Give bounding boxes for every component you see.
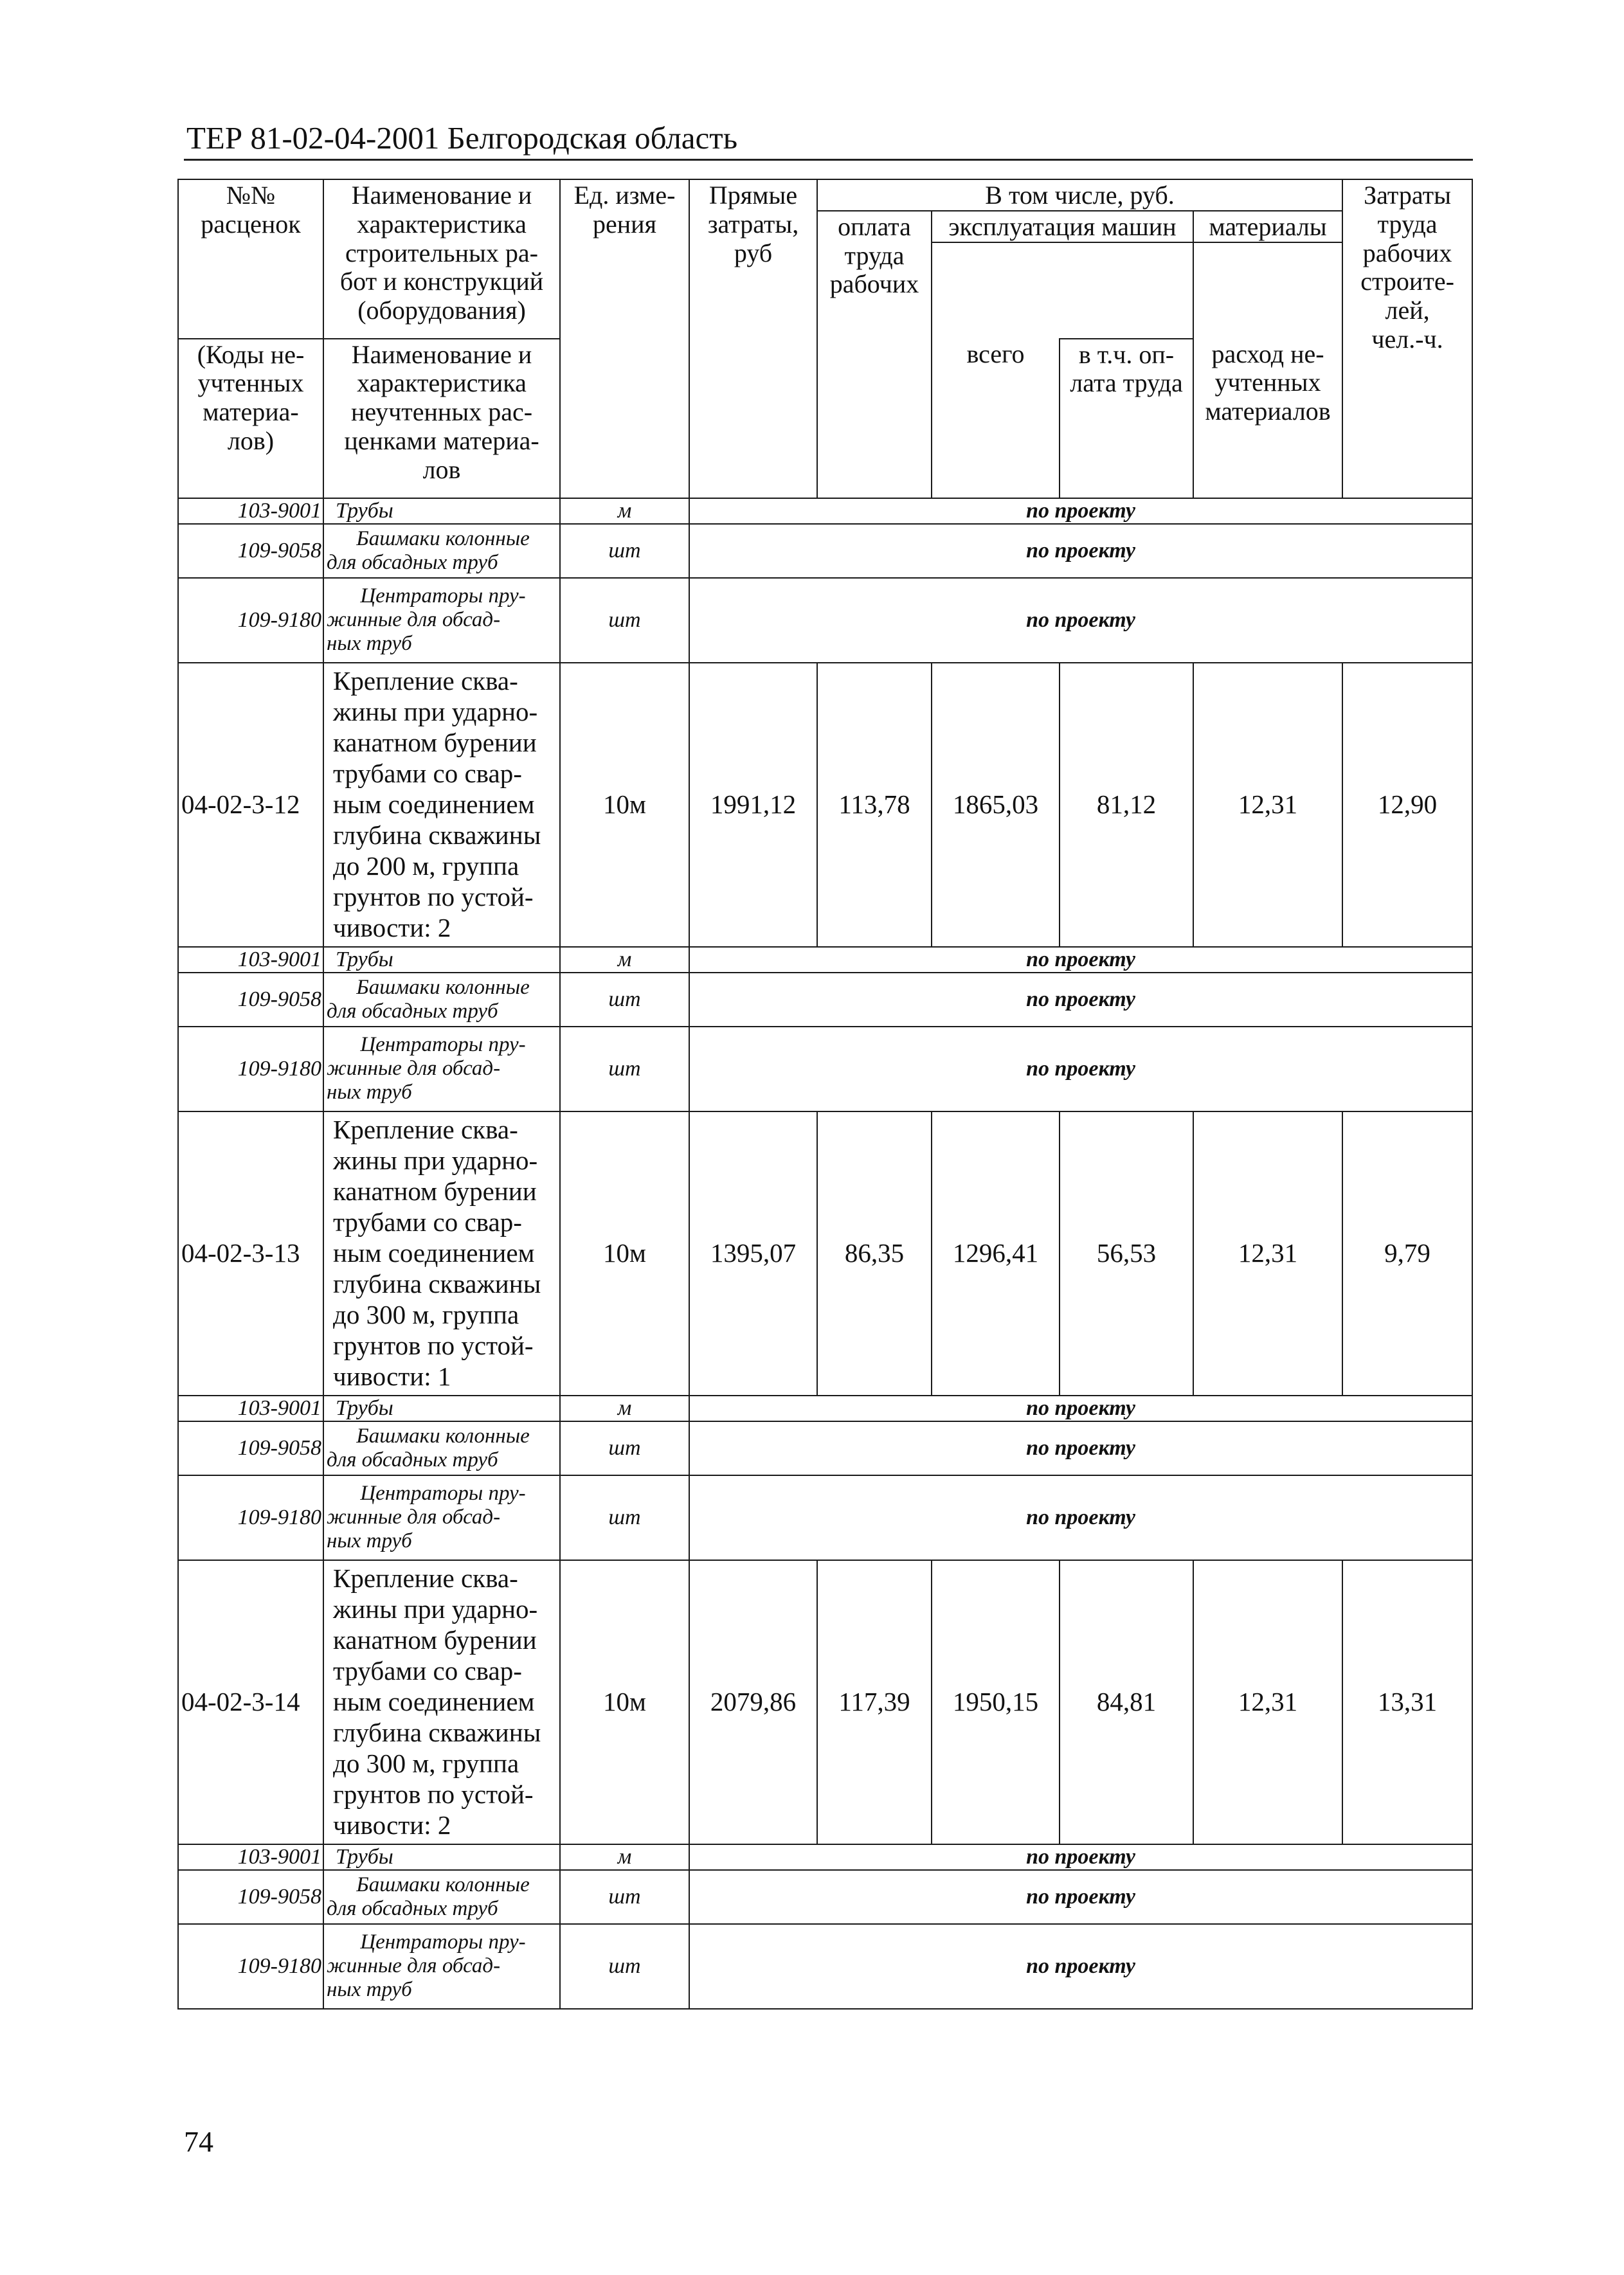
material-name-line: жинные для обсад- [327, 1057, 501, 1081]
header-line: неучтенных рас- [350, 397, 533, 427]
material-name-line: для обсадных труб [327, 1448, 498, 1471]
rate-name-line: до 300 м, группа [333, 1299, 519, 1329]
rate-name [323, 1560, 560, 1844]
header-line: (Коды не- [197, 339, 305, 369]
rate-code: 04-02-3-13 [178, 1111, 323, 1396]
material-row [178, 578, 1472, 663]
rate-name-line: глубина скважины [333, 1268, 541, 1299]
material-unit: шт [560, 973, 689, 1027]
rate-name-line: канатном бурении [333, 1176, 537, 1206]
material-name-line: Центраторы пру- [360, 1033, 526, 1057]
rate-name-line: ным соединением [333, 789, 535, 819]
material-name-line: жинные для обсад- [327, 1954, 501, 1978]
rate-name-line: чивости: 2 [333, 1810, 451, 1840]
rate-name-line: жины при ударно- [333, 1594, 538, 1624]
header-line: Ед. изме- [573, 181, 676, 210]
header-line: строите- [1360, 267, 1454, 296]
rate-name-line: трубами со свар- [333, 1207, 522, 1237]
rate-machines-total: 1865,03 [932, 663, 1060, 947]
rate-name-line: грунтов по устой- [333, 1330, 534, 1360]
material-row [178, 947, 1472, 973]
material-name-line: Трубы [336, 498, 393, 523]
material-value: по проекту [689, 524, 1472, 578]
rate-machines-labor: 81,12 [1060, 663, 1193, 947]
material-value: по проекту [689, 1421, 1472, 1475]
material-name [323, 947, 560, 973]
col-header-machines: эксплуатация машин [932, 211, 1193, 242]
material-code: 103-9001 [178, 1844, 323, 1870]
material-code: 103-9001 [178, 947, 323, 973]
rate-row [178, 663, 1472, 947]
rate-materials: 12,31 [1193, 1560, 1342, 1844]
rate-name [323, 663, 560, 947]
material-name [323, 1870, 560, 1924]
material-code: 109-9180 [178, 1027, 323, 1111]
material-code: 109-9058 [178, 973, 323, 1027]
material-name [323, 498, 560, 524]
col-header-name-unaccounted [323, 339, 560, 498]
header-line: руб [734, 238, 773, 267]
material-name [323, 1844, 560, 1870]
rate-unit: 10м [560, 1111, 689, 1396]
material-unit: м [560, 1844, 689, 1870]
material-value: по проекту [689, 1844, 1472, 1870]
material-name-line: для обсадных труб [327, 1896, 498, 1920]
material-row [178, 524, 1472, 578]
header-line: лата труда [1070, 368, 1183, 398]
header-line: лов) [227, 426, 275, 455]
rate-name-line: трубами со свар- [333, 1655, 522, 1686]
rate-machines-labor: 84,81 [1060, 1560, 1193, 1844]
header-line: лей, [1385, 296, 1430, 325]
material-name-line: Трубы [336, 947, 393, 971]
rate-name-line: чивости: 1 [333, 1361, 451, 1391]
material-name-line: Башмаки колонные [356, 526, 530, 550]
header-line: (оборудования) [357, 296, 526, 325]
material-row [178, 498, 1472, 524]
header-line: затраты, [707, 209, 799, 238]
header-line: Прямые [708, 181, 798, 210]
header-line: Наименование и [351, 339, 532, 369]
rate-unit: 10м [560, 1560, 689, 1844]
rate-row [178, 1111, 1472, 1396]
rate-name-line: до 300 м, группа [333, 1748, 519, 1778]
material-name-line: жинные для обсад- [327, 608, 501, 632]
material-name-line: Центраторы пру- [360, 584, 526, 608]
page-title: ТЕР 81-02-04-2001 Белгородская область [186, 120, 738, 156]
material-value: по проекту [689, 498, 1472, 524]
rate-machines-total: 1950,15 [932, 1560, 1060, 1844]
rate-name-line: Крепление сква- [333, 1563, 518, 1593]
material-row [178, 1396, 1472, 1421]
material-value: по проекту [689, 1396, 1472, 1421]
col-header-unit [560, 179, 689, 498]
material-value: по проекту [689, 947, 1472, 973]
material-name-line: Центраторы пру- [360, 1930, 526, 1954]
header-line: ценками материа- [344, 426, 539, 455]
col-header-total: всего [932, 339, 1060, 498]
header-line: №№ [226, 181, 276, 210]
material-code: 109-9180 [178, 578, 323, 663]
page-header [184, 116, 1473, 161]
material-code: 109-9058 [178, 524, 323, 578]
material-name-line: Башмаки колонные [356, 1424, 530, 1448]
rate-name-line: Крепление сква- [333, 665, 518, 696]
header-line: оплата [838, 211, 911, 241]
rate-name-line: жины при ударно- [333, 1145, 538, 1175]
header-line: характеристика [357, 368, 527, 398]
rate-labor-pay: 117,39 [817, 1560, 932, 1844]
rate-direct-cost: 2079,86 [689, 1560, 817, 1844]
rate-name-line: грунтов по устой- [333, 1779, 534, 1809]
material-name-line: ных труб [327, 1081, 412, 1104]
rate-unit: 10м [560, 663, 689, 947]
rate-labor-pay: 86,35 [817, 1111, 932, 1396]
rate-materials: 12,31 [1193, 663, 1342, 947]
material-unit: м [560, 947, 689, 973]
rate-work-cost: 13,31 [1342, 1560, 1472, 1844]
rate-machines-labor: 56,53 [1060, 1111, 1193, 1396]
rate-name-line: глубина скважины [333, 1717, 541, 1747]
header-line: бот и конструкций [339, 267, 544, 296]
rate-name [323, 1111, 560, 1396]
rate-name-line: чивости: 2 [333, 912, 451, 942]
rate-work-cost: 12,90 [1342, 663, 1472, 947]
rate-name-line: жины при ударно- [333, 696, 538, 726]
header-line: рабочих [829, 269, 919, 299]
rate-labor-pay: 113,78 [817, 663, 932, 947]
material-unit: м [560, 498, 689, 524]
header-line: учтенных [197, 368, 304, 398]
rate-name-line: канатном бурении [333, 727, 537, 757]
rate-machines-total: 1296,41 [932, 1111, 1060, 1396]
material-code: 103-9001 [178, 1396, 323, 1421]
col-header-direct [689, 179, 817, 498]
material-name-line: ных труб [327, 1529, 412, 1553]
header-line: Наименование и [351, 181, 532, 210]
material-name-line: Центраторы пру- [360, 1482, 526, 1506]
material-row [178, 973, 1472, 1027]
material-value: по проекту [689, 578, 1472, 663]
rate-direct-cost: 1395,07 [689, 1111, 817, 1396]
material-name [323, 973, 560, 1027]
material-name [323, 524, 560, 578]
col-header-name [323, 179, 560, 339]
header-line: материа- [203, 397, 299, 427]
material-unit: м [560, 1396, 689, 1421]
material-name [323, 1475, 560, 1560]
col-header-code [178, 179, 323, 339]
page-number: 74 [184, 2125, 213, 2158]
material-name-line: ных труб [327, 1978, 412, 2002]
material-name-line: для обсадных труб [327, 999, 498, 1023]
rate-code: 04-02-3-12 [178, 663, 323, 947]
material-code: 103-9001 [178, 498, 323, 524]
rate-name-line: канатном бурении [333, 1624, 537, 1655]
material-name-line: Башмаки колонные [356, 975, 530, 999]
rates-table [177, 179, 1473, 2010]
material-code: 109-9180 [178, 1475, 323, 1560]
material-name [323, 578, 560, 663]
material-name [323, 1924, 560, 2009]
rate-direct-cost: 1991,12 [689, 663, 817, 947]
rate-name-line: Крепление сква- [333, 1114, 518, 1144]
material-value: по проекту [689, 1027, 1472, 1111]
material-name-line: жинные для обсад- [327, 1506, 501, 1529]
header-line: труда [844, 240, 905, 270]
header-line: чел.-ч. [1371, 324, 1443, 354]
col-header-incl-labor [1060, 339, 1193, 498]
materials-spacer [1193, 242, 1342, 339]
material-name-line: ных труб [327, 632, 412, 656]
material-name-line: Трубы [336, 1844, 393, 1869]
rate-name-line: грунтов по устой- [333, 881, 534, 912]
material-unit: шт [560, 1870, 689, 1924]
header-line: рабочих [1362, 238, 1452, 267]
material-value: по проекту [689, 1870, 1472, 1924]
material-row [178, 1421, 1472, 1475]
material-name [323, 1027, 560, 1111]
header-line: лов [422, 454, 461, 484]
col-header-materials: материалы [1193, 211, 1342, 242]
material-name [323, 1421, 560, 1475]
material-row [178, 1844, 1472, 1870]
col-header-incl: В том числе, руб. [817, 179, 1342, 211]
machines-spacer [932, 242, 1193, 339]
rate-work-cost: 9,79 [1342, 1111, 1472, 1396]
material-unit: шт [560, 1027, 689, 1111]
header-line: расход не- [1211, 339, 1324, 368]
col-header-code-unaccounted [178, 339, 323, 498]
header-line: учтенных [1214, 368, 1321, 397]
col-header-work-cost [1342, 179, 1472, 498]
material-name-line: для обсадных труб [327, 550, 498, 574]
material-unit: шт [560, 1421, 689, 1475]
material-row [178, 1475, 1472, 1560]
header-line: труда [1377, 209, 1438, 238]
col-header-unaccounted [1193, 339, 1342, 498]
material-unit: шт [560, 1924, 689, 2009]
material-value: по проекту [689, 973, 1472, 1027]
rate-row [178, 1560, 1472, 1844]
col-header-labor [817, 211, 932, 498]
rate-name-line: ным соединением [333, 1686, 535, 1716]
header-line: рения [593, 209, 656, 238]
material-unit: шт [560, 524, 689, 578]
rate-name-line: до 200 м, группа [333, 850, 519, 881]
header-line: в т.ч. оп- [1078, 339, 1175, 369]
header-line: расценок [201, 209, 301, 238]
material-unit: шт [560, 578, 689, 663]
material-name-line: Башмаки колонные [356, 1873, 530, 1896]
rate-name-line: глубина скважины [333, 820, 541, 850]
header-line: строительных ра- [345, 238, 538, 267]
material-code: 109-9058 [178, 1870, 323, 1924]
material-code: 109-9180 [178, 1924, 323, 2009]
material-row [178, 1870, 1472, 1924]
header-line: Затраты [1364, 181, 1451, 210]
material-name-line: Трубы [336, 1396, 393, 1420]
material-unit: шт [560, 1475, 689, 1560]
rate-name-line: трубами со свар- [333, 758, 522, 788]
rate-materials: 12,31 [1193, 1111, 1342, 1396]
material-code: 109-9058 [178, 1421, 323, 1475]
header-line: материалов [1205, 397, 1331, 426]
rate-name-line: ным соединением [333, 1237, 535, 1268]
rate-code: 04-02-3-14 [178, 1560, 323, 1844]
material-row [178, 1924, 1472, 2009]
material-value: по проекту [689, 1924, 1472, 2009]
material-name [323, 1396, 560, 1421]
material-row [178, 1027, 1472, 1111]
header-line: характеристика [357, 209, 527, 238]
material-value: по проекту [689, 1475, 1472, 1560]
